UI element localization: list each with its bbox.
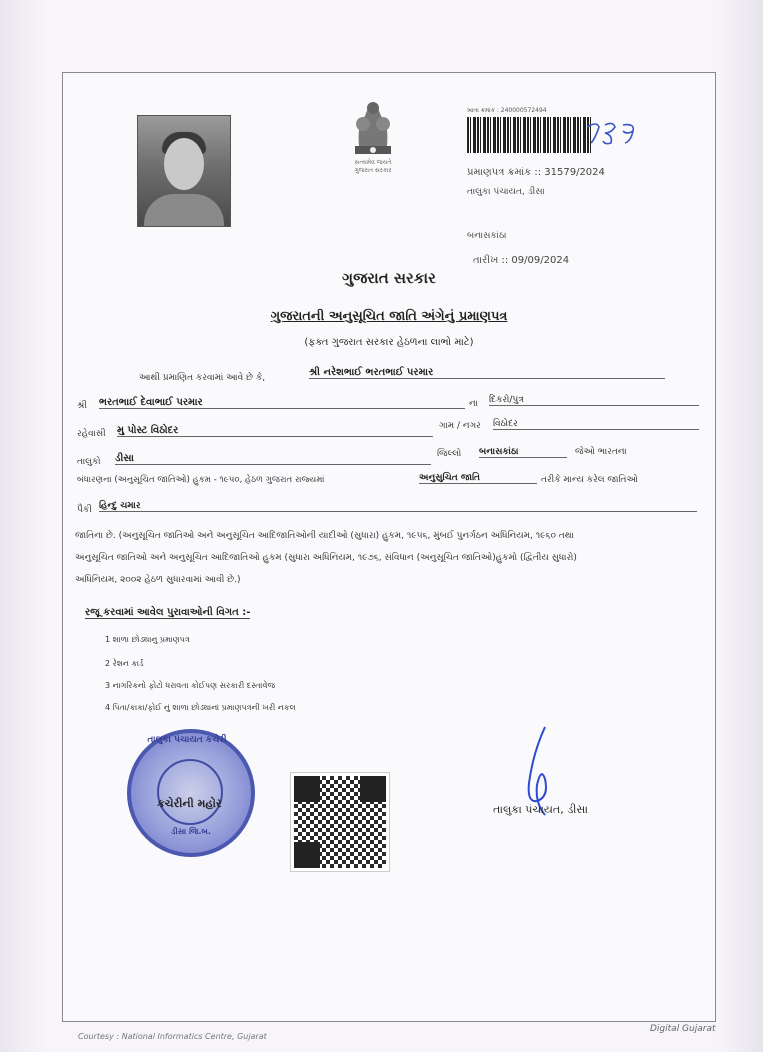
shri-label: શ્રી — [77, 401, 87, 411]
footer-courtesy: Courtesy : National Informatics Centre, Gujarat — [78, 1032, 267, 1041]
paragraph-line: અનુસૂચિત જાતિઓ અને અનુસૂચિત આદિજાતિઓ હુકમ (સુધારા અધિનિયમ, ૧૯૭૬, સંવિધાન (અનુસૂચિત જાતિઓ)હુકમો (દ્વિતીય સુધારો) — [75, 553, 577, 563]
authority-signature-label: તાલુકા પંચાયત, ડીસા — [493, 803, 588, 816]
govt-title: ગુજરાત સરકાર — [342, 269, 436, 287]
certify-label: આથી પ્રમાણિત કરવામાં આવે છે કે, — [139, 373, 266, 383]
residence: મુ પોસ્ટ વિઠોદર — [117, 425, 433, 437]
national-emblem-icon — [341, 89, 405, 169]
emblem-caption: સત્યમેવ જયતે ગુજરાત સરકાર — [354, 159, 392, 174]
certificate-sheet — [62, 72, 716, 1022]
legal-paragraph — [75, 525, 705, 591]
caste-name: હિન્દુ ચમાર — [99, 501, 697, 512]
relation: દિકરો/પુત્ર — [489, 395, 699, 406]
office-seal-stamp: તાલુકા પંચાયત કચેરી ડીસા જિ.બ. — [127, 729, 255, 857]
village: વિઠોદર — [493, 419, 699, 430]
barcode-number: ખાતા ક્રમાંક : 240000572494 — [467, 107, 547, 114]
recognized-label: તરીકે માન્ય કરેલ જાતિઓ — [541, 475, 638, 485]
father-name: ભરતભાઈ દેવાભાઈ પરમાર — [99, 397, 465, 409]
applicant-photo — [137, 115, 231, 227]
order-label: બંધારણના (અનુસૂચિત જાતિઓ) હુકમ - ૧૯૫૦, હેઠળ ગુજરાત રાજ્યમાં — [77, 475, 325, 485]
seal-label: કચેરીની મહોર — [157, 797, 222, 810]
barcode — [467, 117, 591, 153]
issuing-district: બનાસકાંઠા — [467, 231, 507, 241]
qr-code — [291, 773, 389, 871]
certificate-title: ગુજરાતની અનુસૂચિત જાતિ અંગેનું પ્રમાણપત્ર — [270, 309, 508, 324]
footer-digital-gujarat: Digital Gujarat — [650, 1024, 716, 1034]
applicant-name: શ્રી નરેશભાઈ ભરતભાઈ પરમાર — [309, 367, 665, 379]
among-label: પૈકી — [77, 505, 92, 515]
certificate-note: (ફક્ત ગુજરાત સરકાર હેઠળના લાભો માટે) — [304, 337, 474, 348]
evidence-item: 1 શાળા છોડ્યાનુ પ્રમાણપત્ર — [105, 635, 190, 644]
paragraph-line: જાતિના છે. (અનુસૂચિત જાતિઓ અને અનુસૂચિત આદિજાતિઓની યાદીઓ (સુધારા) હુકમ, ૧૯૫૬, મુંબઈ પુનર્ગઠન અધિનિયમ, ૧૯૬૦ તથા — [75, 531, 574, 541]
evidence-title: રજૂ કરવામાં આવેલ પુરાવાઓની વિગત :- — [85, 607, 251, 618]
district-label: જિલ્લો — [437, 449, 462, 459]
district: બનાસકાંઠા — [479, 447, 567, 458]
india-label: જેઓ ભારતના — [575, 447, 627, 457]
taluka-label: તાલુકો — [77, 457, 101, 467]
issuing-office: તાલુકા પંચાયત, ડીસા — [467, 187, 545, 197]
evidence-item: 3 નાગરિકનો ફોટો ધરાવતા કોઈપણ સરકારી દસ્તાવેજ — [105, 681, 276, 690]
caste-category: અનુસુચિત જાતિ — [419, 473, 537, 484]
village-label: ગામ / નગર — [439, 421, 481, 431]
paragraph-line: અધિનિયમ, ૨૦૦૨ હેઠળ સુધારવામાં આવી છે.) — [75, 575, 241, 585]
handwritten-number — [583, 119, 643, 147]
residence-label: રહેવાસી — [77, 429, 106, 439]
certificate-number: પ્રમાણપત્ર ક્રમાંક :: 31579/2024 — [467, 167, 605, 178]
evidence-item: 4 પિતા/કાકા/ફોઈ નું શાળા છોડ્યાનાં પ્રમાણપત્રની ખરી નકલ — [105, 703, 296, 712]
issue-date: તારીખ :: 09/09/2024 — [473, 255, 570, 266]
taluka: ડીસા — [115, 453, 431, 465]
na-label: ના — [469, 399, 478, 409]
evidence-item: 2 રેશન કાર્ડ — [105, 659, 144, 668]
